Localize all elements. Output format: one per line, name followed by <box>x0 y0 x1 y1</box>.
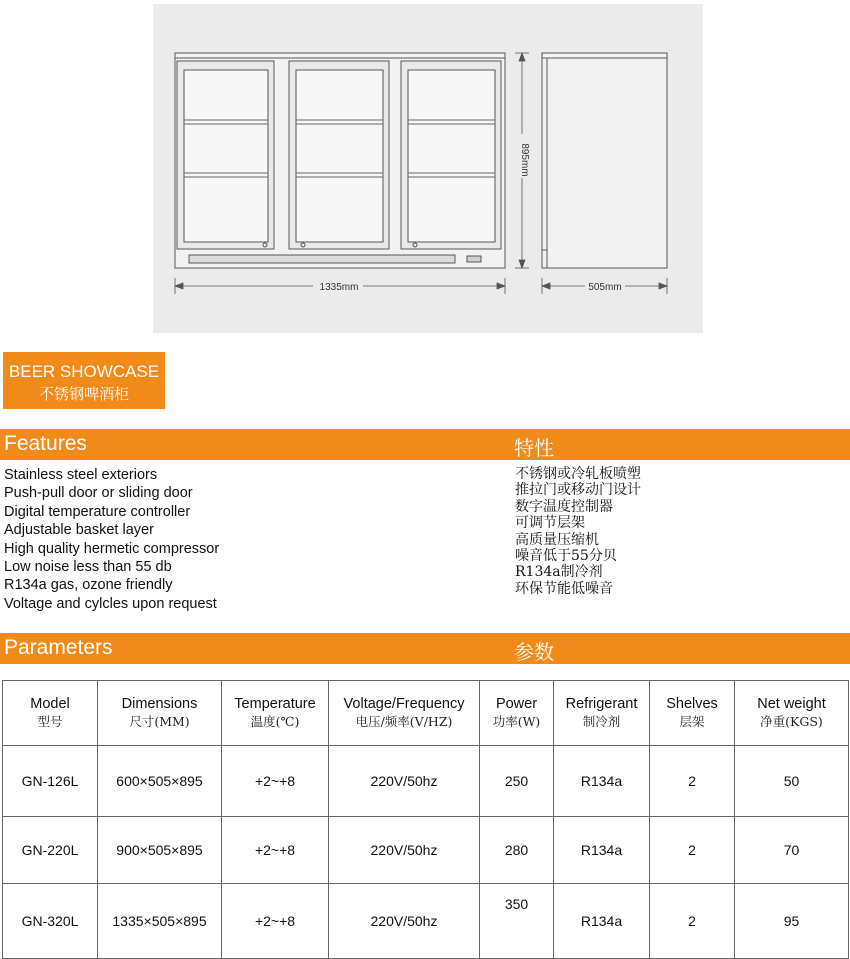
feature-item-cn: R134a制冷剂 <box>515 564 603 581</box>
cell-model: GN-320L <box>3 884 98 959</box>
feature-item-cn: 数字温度控制器 <box>515 498 613 515</box>
feature-item: Push-pull door or sliding door <box>4 485 193 502</box>
feature-item: R134a gas, ozone friendly <box>4 577 173 594</box>
parameters-heading-cn: 参数 <box>514 640 554 664</box>
column-header-net-weight: Net weight 净重(KGS) <box>735 681 849 746</box>
feature-item-cn: 可调节层架 <box>515 515 585 532</box>
cell-dimensions: 1335×505×895 <box>98 884 222 959</box>
vent-grille <box>189 255 455 263</box>
column-header-dimensions: Dimensions 尺寸(MM) <box>98 681 222 746</box>
feature-item: Voltage and cylcles upon request <box>4 595 217 612</box>
parameters-heading-en: Parameters <box>4 636 113 659</box>
cell-refrigerant: R134a <box>554 884 650 959</box>
cell-power: 250 <box>480 746 554 817</box>
cell-temperature: +2~+8 <box>222 817 329 884</box>
cell-refrigerant: R134a <box>554 817 650 884</box>
cabinet-drawing-svg <box>153 4 703 333</box>
feature-item: Stainless steel exteriors <box>4 467 158 483</box>
cell-temperature: +2~+8 <box>222 746 329 817</box>
column-header-power: Power 功率(W) <box>480 681 554 746</box>
cell-voltage: 220V/50hz <box>329 884 480 959</box>
cell-power: 280 <box>480 817 554 884</box>
feature-item-cn: 不锈钢或冷轧板喷塑 <box>515 466 641 482</box>
column-header-shelves: Shelves 层架 <box>650 681 735 746</box>
side-view <box>542 58 667 268</box>
table-row <box>3 817 849 884</box>
parameters-table <box>2 680 849 959</box>
cell-net-weight: 50 <box>735 746 849 817</box>
cell-temperature: +2~+8 <box>222 884 329 959</box>
cell-model: GN-220L <box>3 817 98 884</box>
column-header-model: Model 型号 <box>3 681 98 746</box>
product-title-badge <box>3 352 165 409</box>
product-title-cn: 不锈钢啤酒柜 <box>38 385 129 403</box>
depth-dimension-label: 505mm <box>588 282 622 293</box>
cell-shelves: 2 <box>650 746 735 817</box>
parameters-heading-bar <box>0 633 850 664</box>
column-header-temperature: Temperature 温度(℃) <box>222 681 329 746</box>
top-plate <box>175 53 505 58</box>
feature-item-cn: 推拉门或移动门设计 <box>515 482 641 499</box>
column-header-refrigerant: Refrigerant 制冷剂 <box>554 681 650 746</box>
feature-item: Low noise less than 55 db <box>4 559 172 576</box>
height-dimension-label: 895mm <box>519 143 530 177</box>
features-list-en <box>4 466 219 613</box>
features-heading-bar <box>0 429 850 460</box>
table-row <box>3 746 849 817</box>
feature-item: Adjustable basket layer <box>4 522 154 539</box>
width-dimension-label: 1335mm <box>319 282 359 293</box>
cell-power: 350 <box>480 884 554 959</box>
cell-refrigerant: R134a <box>554 746 650 817</box>
cell-dimensions: 900×505×895 <box>98 817 222 884</box>
cell-shelves: 2 <box>650 817 735 884</box>
feature-item: High quality hermetic compressor <box>4 540 220 557</box>
features-list-cn <box>515 466 641 597</box>
cell-model: GN-126L <box>3 746 98 817</box>
feature-item-cn: 噪音低于55分贝 <box>515 548 617 565</box>
column-header-voltage: Voltage/Frequency 电压/频率(V/HZ) <box>329 681 480 746</box>
table-header-row <box>3 681 849 746</box>
cell-dimensions: 600×505×895 <box>98 746 222 817</box>
cell-voltage: 220V/50hz <box>329 817 480 884</box>
feature-item-cn: 环保节能低噪音 <box>515 580 613 597</box>
cell-shelves: 2 <box>650 884 735 959</box>
cell-net-weight: 70 <box>735 817 849 884</box>
feature-item: Digital temperature controller <box>4 503 191 520</box>
cell-voltage: 220V/50hz <box>329 746 480 817</box>
features-heading-en: Features <box>4 432 87 455</box>
control-panel <box>467 256 481 262</box>
feature-item-cn: 高质量压缩机 <box>515 531 599 548</box>
technical-drawing <box>153 4 703 333</box>
cell-net-weight: 95 <box>735 884 849 959</box>
table-row <box>3 884 849 959</box>
features-heading-cn: 特性 <box>514 436 554 460</box>
product-title-en: BEER SHOWCASE <box>8 362 160 381</box>
